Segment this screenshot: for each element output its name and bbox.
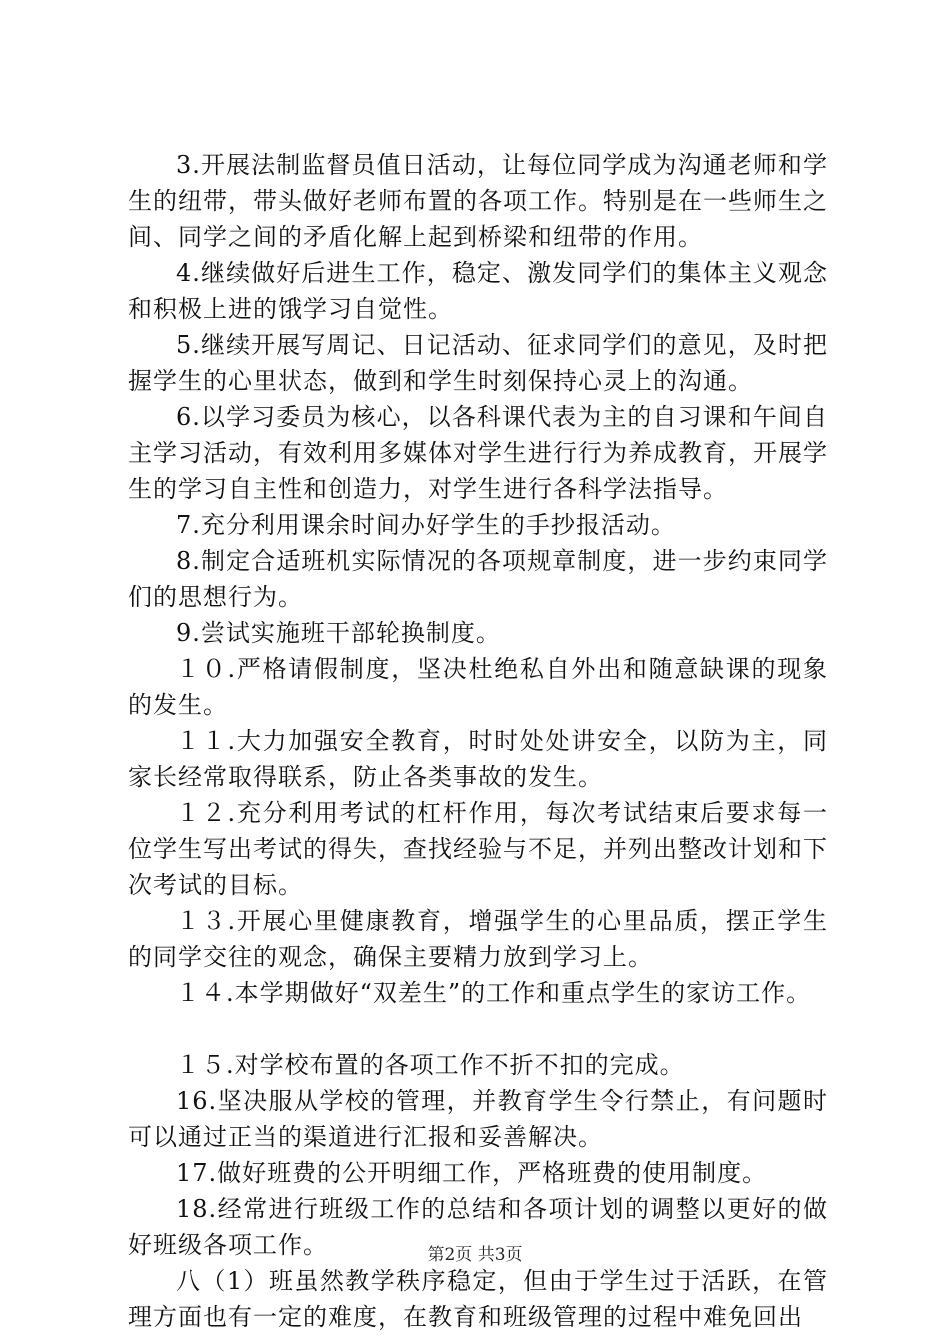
paragraph-item-16: 16.坚决服从学校的管理，并教育学生令行禁止，有问题时可以通过正当的渠道进行汇报和妥善解决。: [128, 1087, 828, 1151]
paragraph-item-12: １２.充分利用考试的杠杆作用，每次考试结束后要求每一位学生写出考试的得失，查找经验与不足，并列出整改计划和下次考试的目标。: [128, 799, 828, 899]
paragraph-item-9: 9.尝试实施班干部轮换制度。: [176, 619, 501, 647]
document-body: [128, 147, 828, 1335]
paragraph-item-15: １５.对学校布置的各项工作不折不扣的完成。: [176, 1051, 685, 1079]
paragraph-item-4: 4.继续做好后进生工作，稳定、激发同学们的集体主义观念和积极上进的饿学习自觉性。: [128, 259, 828, 323]
paragraph-item-17: 17.做好班费的公开明细工作，严格班费的使用制度。: [176, 1159, 768, 1187]
paragraph-item-7: 7.充分利用课余时间办好学生的手抄报活动。: [176, 511, 676, 539]
paragraph-item-8: 8.制定合适班机实际情况的各项规章制度，进一步约束同学们的思想行为。: [128, 547, 828, 611]
page-number-footer: 第2页 共3页: [427, 1245, 523, 1265]
paragraph-item-10: １０.严格请假制度，坚决杜绝私自外出和随意缺课的现象的发生。: [128, 655, 828, 719]
paragraph-closing: 八（1）班虽然教学秩序稳定，但由于学生过于活跃，在管理方面也有一定的难度，在教育和班级管理的过程中难免回出: [128, 1267, 828, 1331]
paragraph-item-11: １１.大力加强安全教育，时时处处讲安全，以防为主，同家长经常取得联系，防止各类事故的发生。: [128, 727, 828, 791]
paragraph-item-5: 5.继续开展写周记、日记活动、征求同学们的意见，及时把握学生的心里状态，做到和学生时刻保持心灵上的沟通。: [128, 331, 828, 395]
paragraph-item-13: １３.开展心里健康教育，增强学生的心里品质，摆正学生的同学交往的观念，确保主要精力放到学习上。: [128, 907, 828, 971]
paragraph-item-14: １４.本学期做好“双差生”的工作和重点学生的家访工作。: [176, 979, 812, 1007]
paragraph-item-18: 18.经常进行班级工作的总结和各项计划的调整以更好的做好班级各项工作。: [128, 1195, 828, 1259]
paragraph-item-6: 6.以学习委员为核心，以各科课代表为主的自习课和午间自主学习活动，有效利用多媒体对学生进行行为养成教育，开展学生的学习自主性和创造力，对学生进行各科学法指导。: [128, 403, 828, 503]
paragraph-item-3: 3.开展法制监督员值日活动，让每位同学成为沟通老师和学生的纽带，带头做好老师布置的各项工作。特别是在一些师生之间、同学之间的矛盾化解上起到桥梁和纽带的作用。: [128, 151, 828, 251]
